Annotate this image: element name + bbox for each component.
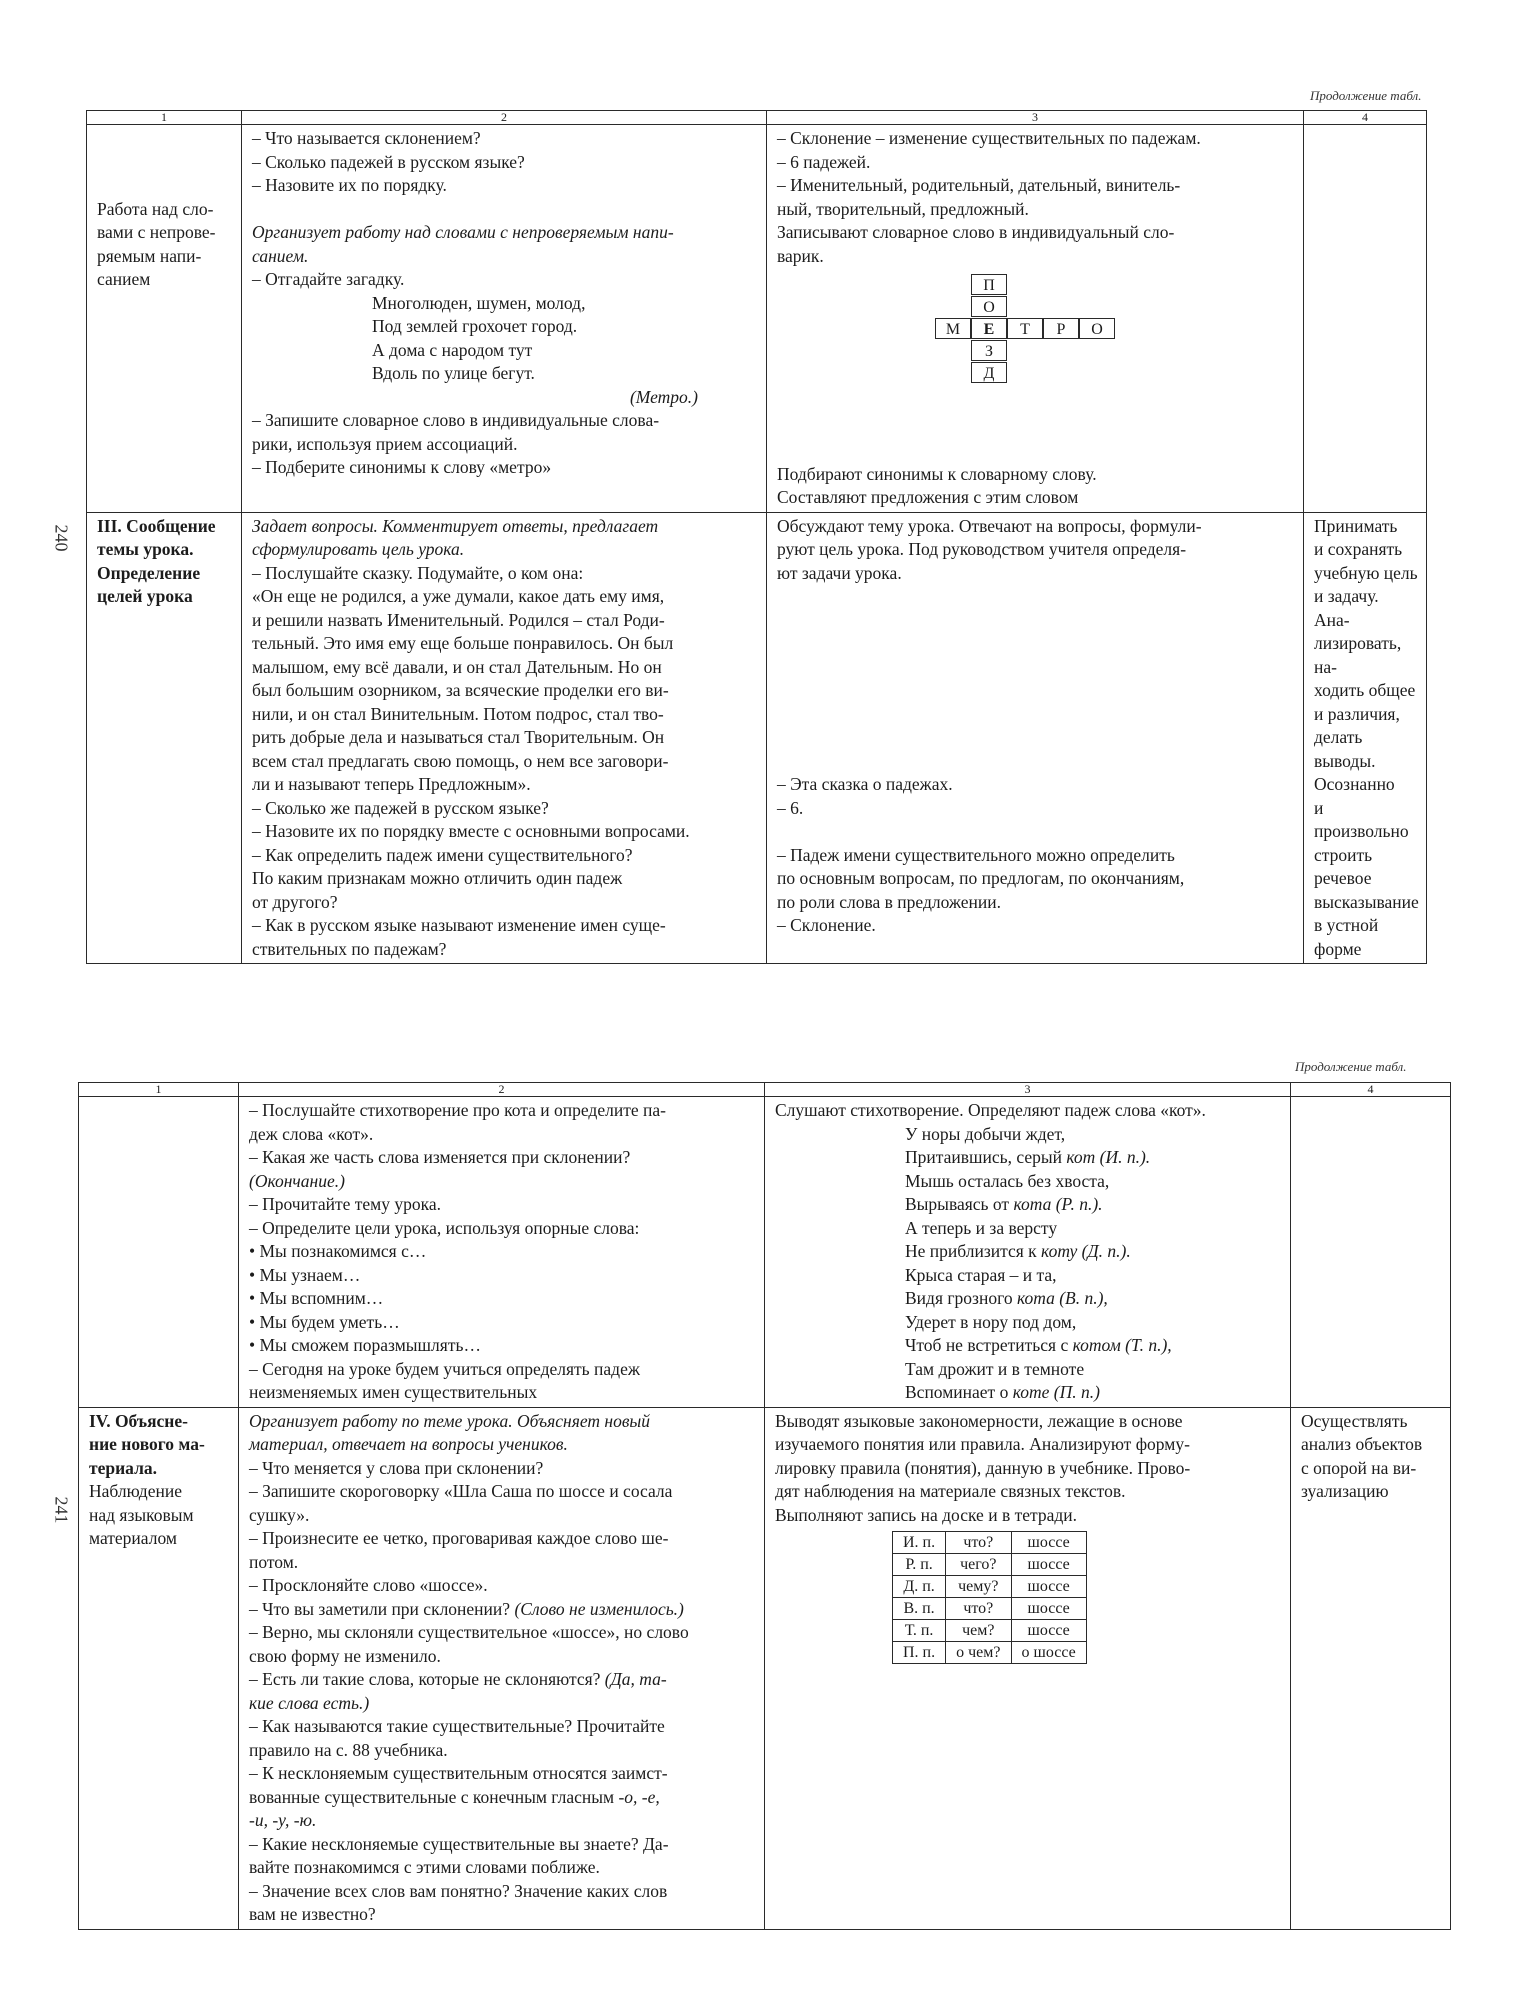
- stage-line: ряемым напи-: [97, 245, 202, 266]
- case-question: что?: [946, 1598, 1011, 1620]
- case-row: [893, 1598, 1087, 1620]
- text-line: нили, и он стал Винительным. Потом подрос, стал тво-: [252, 703, 664, 724]
- text-line: – Именительный, родительный, дательный, винитель-: [777, 175, 1181, 195]
- text-line: – Сколько же падежей в русском языке?: [252, 797, 549, 818]
- text-line: (Окончание.): [249, 1170, 345, 1191]
- stage-line: IV. Объясне-: [89, 1410, 188, 1431]
- case-question: чему?: [946, 1576, 1011, 1598]
- riddle-line: Многолюден, шумен, молод,: [372, 292, 586, 313]
- crossword-cell: Е: [971, 318, 1007, 339]
- poem-case: коте (П. п.): [1012, 1382, 1100, 1402]
- text-line: лировку правила (понятия), данную в учебнике. Прово-: [775, 1457, 1191, 1478]
- text-line: материал, отвечает на вопросы учеников.: [249, 1434, 568, 1454]
- text-line: неизменяемых имен существительных: [249, 1382, 538, 1402]
- text-line: Организует работу над словами с непроверяемым напи-: [252, 222, 674, 242]
- col-header: 1: [87, 111, 242, 125]
- text-line: Слушают стихотворение. Определяют падеж слова «кот».: [775, 1100, 1206, 1120]
- text-line: – Послушайте сказку. Подумайте, о ком она:: [252, 562, 584, 583]
- stage-line: над языковым: [89, 1504, 194, 1525]
- teacher-activity-cell: [239, 1407, 765, 1929]
- text-line: анализ объектов: [1301, 1434, 1423, 1454]
- student-activity-cell: [765, 1407, 1291, 1929]
- text-line: и решили назвать Именительный. Родился – стал Роди-: [252, 609, 665, 630]
- case-name: Д. п.: [893, 1576, 946, 1598]
- poem-case: коту (Д. п.).: [1041, 1241, 1131, 1261]
- col-header: 2: [242, 111, 767, 125]
- text-line: [249, 1786, 756, 1810]
- text-line: – Определите цели урока, используя опорные слова:: [249, 1217, 640, 1238]
- text-line: деж слова «кот».: [249, 1123, 374, 1144]
- crossword-cell: З: [971, 340, 1007, 361]
- poem-text: Не приблизится к: [905, 1241, 1042, 1261]
- table-continuation-caption: Продолжение табл.: [1310, 88, 1422, 103]
- riddle-answer: (Метро.): [629, 386, 698, 407]
- crossword-cell: О: [1079, 318, 1115, 339]
- text-line: зуализацию: [1301, 1481, 1389, 1501]
- stage-line: III. Сообщение: [97, 515, 216, 536]
- poem-line: [775, 1240, 1282, 1264]
- poem-line: [775, 1358, 1282, 1382]
- teacher-activity-cell: [239, 1097, 765, 1408]
- text-line: – Как определить падеж имени существительного?: [252, 844, 633, 865]
- crossword-cell: Д: [971, 362, 1007, 383]
- text-line: ходить общее: [1314, 680, 1416, 700]
- text-line: малышом, ему всё давали, и он стал Дательным. Но он: [252, 656, 662, 677]
- col-header: 2: [239, 1083, 765, 1097]
- text-line: потом.: [249, 1551, 299, 1572]
- poem-line: [775, 1193, 1282, 1217]
- stage-line: материалом: [89, 1528, 177, 1548]
- stage-line: Работа над сло-: [97, 198, 214, 219]
- text-line: вайте познакомимся с этими словами поближе.: [249, 1857, 600, 1877]
- text-line: и произвольно: [1314, 797, 1409, 841]
- text-line: дят наблюдения на материале связных текстов.: [775, 1481, 1126, 1501]
- text-line: [249, 1668, 756, 1692]
- text-line: [249, 1598, 756, 1622]
- col-header: 4: [1291, 1083, 1451, 1097]
- poem-text: Там дрожит и в темноте: [905, 1358, 1085, 1379]
- text-line: Выводят языковые закономерности, лежащие в основе: [775, 1410, 1183, 1431]
- poem-text: Видя грозного: [905, 1288, 1017, 1308]
- page-number: 241: [51, 1496, 72, 1524]
- list-item: • Мы познакомимся с…: [249, 1241, 427, 1261]
- stage-cell: [79, 1097, 239, 1408]
- text-line: – Значение всех слов вам понятно? Значение каких слов: [249, 1880, 668, 1901]
- text-line: учебную цель: [1314, 562, 1418, 583]
- text-line: – 6 падежей.: [777, 151, 871, 172]
- text-line: – Какие несклоняемые существительные вы знаете? Да-: [249, 1833, 669, 1854]
- text-line: – Верно, мы склоняли существительное «шоссе», но слово: [249, 1622, 689, 1642]
- text-line: рики, используя прием ассоциаций.: [252, 433, 518, 454]
- stage-line: санием: [97, 269, 151, 289]
- text-line: санием.: [252, 245, 309, 266]
- question-text: – Что вы заметили при склонении?: [249, 1598, 515, 1619]
- case-row: [893, 1532, 1087, 1554]
- text-line: и сохранять: [1314, 539, 1403, 559]
- text-line: свою форму не изменило.: [249, 1645, 441, 1666]
- poem-line: [775, 1287, 1282, 1311]
- col-header: 1: [79, 1083, 239, 1097]
- text-line: – Отгадайте загадку.: [252, 269, 405, 289]
- table-row: [79, 1407, 1451, 1929]
- case-question: чего?: [946, 1554, 1011, 1576]
- text-line: – Запишите словарное слово в индивидуальные слова-: [252, 410, 660, 430]
- case-form: шоссе: [1011, 1620, 1086, 1642]
- poem-text: Притаившись, серый: [905, 1147, 1067, 1167]
- uud-cell: [1291, 1407, 1451, 1929]
- list-item: • Мы узнаем…: [249, 1264, 361, 1285]
- poem-text: Вырываясь от: [905, 1194, 1014, 1214]
- poem-text: Удерет в нору под дом,: [905, 1311, 1077, 1332]
- text-line: – Послушайте стихотворение про кота и определите па-: [249, 1100, 666, 1120]
- poem-line: [775, 1170, 1282, 1194]
- page-number: 240: [51, 524, 72, 552]
- riddle-line: Вдоль по улице бегут.: [372, 363, 535, 383]
- crossword-cell: Т: [1007, 318, 1043, 339]
- text-line: изучаемого понятия или правила. Анализируют форму-: [775, 1434, 1190, 1454]
- text-line: – Склонение.: [777, 915, 876, 935]
- text-line: Осуществлять: [1301, 1410, 1408, 1431]
- table-continuation-caption: Продолжение табл.: [1295, 1059, 1407, 1074]
- case-table: [892, 1531, 1087, 1664]
- text-line: всем стал предлагать свою помощь, о нем все заговори-: [252, 750, 669, 771]
- poem-text: Вспоминает о: [905, 1382, 1013, 1402]
- text-line: – Подберите синонимы к слову «метро»: [252, 457, 552, 477]
- text-line: – Сегодня на уроке будем учиться определять падеж: [249, 1358, 640, 1379]
- case-name: П. п.: [893, 1642, 946, 1664]
- text-line: Задает вопросы. Комментирует ответы, предлагает: [252, 515, 659, 536]
- crossword-cell: П: [971, 274, 1007, 295]
- column-header-row: [79, 1083, 1451, 1097]
- poem-case: кот (И. п.).: [1066, 1147, 1151, 1167]
- text-line: – 6.: [777, 797, 804, 818]
- question-text: – Есть ли такие слова, которые не склоняются?: [249, 1669, 605, 1689]
- case-name: И. п.: [893, 1532, 946, 1554]
- poem-line: [775, 1146, 1282, 1170]
- text-line: – Назовите их по порядку.: [252, 175, 447, 195]
- text-line: с опорой на ви-: [1301, 1457, 1417, 1478]
- text-line: Принимать: [1314, 515, 1398, 536]
- text-line: в устной форме: [1314, 915, 1379, 959]
- student-activity-cell: [765, 1097, 1291, 1408]
- text-line: по основным вопросам, по предлогам, по окончаниям,: [777, 868, 1185, 888]
- poem-case: кота (В. п.),: [1016, 1288, 1108, 1308]
- text-line: Осознанно: [1314, 774, 1395, 794]
- poem-line: [775, 1264, 1282, 1288]
- text-line: Записывают словарное слово в индивидуальный сло-: [777, 222, 1175, 242]
- poem-text: Чтоб не встретиться с: [905, 1335, 1073, 1355]
- col-header: 3: [767, 111, 1304, 125]
- list-item: • Мы сможем поразмышлять…: [249, 1335, 481, 1355]
- text-line: Подбирают синонимы к словарному слову.: [777, 463, 1097, 484]
- text-line: и различия,: [1314, 703, 1400, 724]
- case-form: шоссе: [1011, 1554, 1086, 1576]
- text-line: – Падеж имени существительного можно определить: [777, 844, 1175, 865]
- poem-text: А теперь и за версту: [905, 1217, 1058, 1238]
- text-line: По каким признакам можно отличить один падеж: [252, 868, 623, 888]
- case-form: о шоссе: [1011, 1642, 1086, 1664]
- text-line: «Он еще не родился, а уже думали, какое дать ему имя,: [252, 586, 665, 606]
- case-name: Т. п.: [893, 1620, 946, 1642]
- text-line: тельный. Это имя ему еще больше понравилось. Он был: [252, 633, 674, 653]
- case-question: о чем?: [946, 1642, 1011, 1664]
- text-line: ствительных по падежам?: [252, 938, 447, 959]
- poem-line: [775, 1311, 1282, 1335]
- uud-cell: [1291, 1097, 1451, 1408]
- col-header: 4: [1304, 111, 1427, 125]
- case-row: [893, 1620, 1087, 1642]
- poem-text: Мышь осталась без хвоста,: [905, 1170, 1110, 1191]
- case-question: чем?: [946, 1620, 1011, 1642]
- poem-case: котом (Т. п.),: [1072, 1335, 1172, 1355]
- stage-line: темы урока.: [97, 539, 194, 559]
- text-line: Организует работу по теме урока. Объясняет новый: [249, 1410, 651, 1431]
- text-line: – К несклоняемым существительным относятся заимст-: [249, 1763, 668, 1783]
- text-line: сформулировать цель урока.: [252, 539, 465, 559]
- text-line: – Как называются такие существительные? Прочитайте: [249, 1716, 665, 1736]
- case-row: [893, 1576, 1087, 1598]
- text-line: высказывание: [1314, 891, 1419, 912]
- rule-text: вованные существительные с конечным гласным: [249, 1786, 619, 1807]
- text-line: – Прочитайте тему урока.: [249, 1194, 442, 1214]
- poem-text: У норы добычи ждет,: [905, 1123, 1066, 1144]
- text-line: руют цель урока. Под руководством учителя определя-: [777, 539, 1187, 559]
- table-row: [79, 1097, 1451, 1408]
- poem-line: [775, 1334, 1282, 1358]
- riddle-line: А дома с народом тут: [372, 339, 533, 360]
- poem-case: кота (Р. п.).: [1013, 1194, 1103, 1214]
- case-row: [893, 1642, 1087, 1664]
- list-item: • Мы вспомним…: [249, 1288, 384, 1308]
- answer-text: (Слово не изменилось.): [514, 1598, 684, 1619]
- text-line: – Что меняется у слова при склонении?: [249, 1457, 544, 1478]
- riddle-line: Под землей грохочет город.: [372, 316, 578, 336]
- text-line: вам не известно?: [249, 1904, 376, 1924]
- text-line: ли и называют теперь Предложным».: [252, 774, 531, 794]
- stage-line: ние нового ма-: [89, 1434, 205, 1454]
- case-form: шоссе: [1011, 1532, 1086, 1554]
- text-line: Выполняют запись на доске и в тетради.: [775, 1504, 1078, 1525]
- text-line: – Запишите скороговорку «Шла Саша по шоссе и сосала: [249, 1481, 673, 1501]
- text-line: ют задачи урока.: [777, 562, 902, 583]
- case-name: Р. п.: [893, 1554, 946, 1576]
- lesson-table: [78, 1082, 1451, 1930]
- text-line: – Что называется склонением?: [252, 128, 481, 148]
- text-line: – Эта сказка о падежах.: [777, 774, 953, 794]
- crossword-cell: О: [971, 296, 1007, 317]
- answer-text: (Да, та-: [604, 1669, 667, 1689]
- text-line: Составляют предложения с этим словом: [777, 487, 1079, 507]
- text-line: и задачу. Ана-: [1314, 586, 1379, 630]
- stage-cell: [79, 1407, 239, 1929]
- list-item: • Мы будем уметь…: [249, 1311, 400, 1332]
- poem-line: [775, 1123, 1282, 1147]
- text-line: – Просклоняйте слово «шоссе».: [249, 1575, 488, 1595]
- case-question: что?: [946, 1532, 1011, 1554]
- stage-line: Определение: [97, 562, 201, 583]
- case-form: шоссе: [1011, 1576, 1086, 1598]
- stage-line: целей урока: [97, 586, 193, 606]
- stage-line: вами с непрове-: [97, 222, 216, 242]
- text-line: рить добрые дела и называться стал Творительным. Он: [252, 727, 665, 747]
- crossword-cell: М: [935, 318, 971, 339]
- text-line: лизировать, на-: [1314, 633, 1402, 677]
- crossword-cell: Р: [1043, 318, 1079, 339]
- text-line: правило на с. 88 учебника.: [249, 1739, 448, 1760]
- text-line: строить речевое: [1314, 844, 1373, 888]
- text-line: по роли слова в предложении.: [777, 891, 1001, 912]
- poem-line: [775, 1217, 1282, 1241]
- text-line: -и, -у, -ю.: [249, 1810, 317, 1830]
- text-line: – Назовите их по порядку вместе с основными вопросами.: [252, 821, 690, 841]
- text-line: – Склонение – изменение существительных по падежам.: [777, 128, 1201, 148]
- text-line: – Сколько падежей в русском языке?: [252, 151, 525, 172]
- case-form: шоссе: [1011, 1598, 1086, 1620]
- text-line: кие слова есть.): [249, 1692, 370, 1713]
- poem-text: Крыса старая – и та,: [905, 1264, 1057, 1285]
- text-line: ный, творительный, предложный.: [777, 198, 1029, 219]
- text-line: сушку».: [249, 1504, 310, 1525]
- text-line: Обсуждают тему урока. Отвечают на вопросы, формули-: [777, 515, 1202, 536]
- text-line: – Произнесите ее четко, проговаривая каждое слово ше-: [249, 1528, 669, 1548]
- stage-line: териала.: [89, 1457, 158, 1478]
- text-line: делать выводы.: [1314, 727, 1376, 771]
- text-line: от другого?: [252, 891, 338, 912]
- case-row: [893, 1554, 1087, 1576]
- col-header: 3: [765, 1083, 1291, 1097]
- poem-line: [775, 1381, 1282, 1405]
- text-line: варик.: [777, 245, 824, 266]
- text-line: – Какая же часть слова изменяется при склонении?: [249, 1147, 631, 1167]
- stage-line: Наблюдение: [89, 1481, 182, 1501]
- rule-endings: -о, -е,: [618, 1786, 660, 1807]
- text-line: был большим озорником, за всяческие проделки его ви-: [252, 680, 669, 700]
- case-name: В. п.: [893, 1598, 946, 1620]
- text-line: – Как в русском языке называют изменение имен суще-: [252, 915, 666, 935]
